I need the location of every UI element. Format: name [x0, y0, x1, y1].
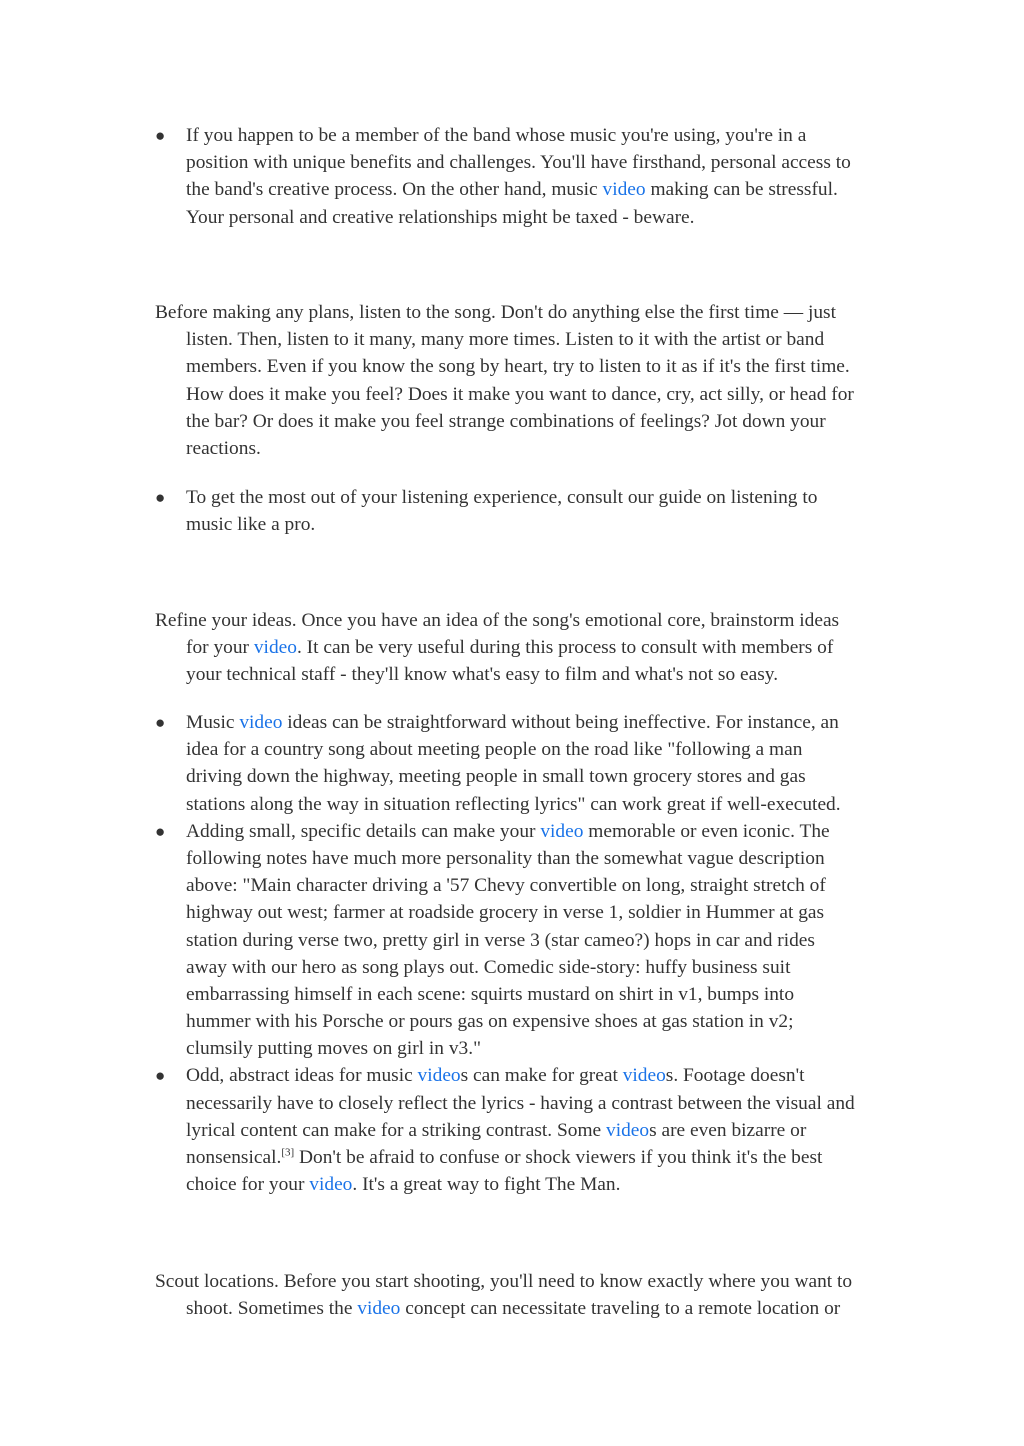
text-line: reactions. — [186, 437, 261, 459]
section-refine — [155, 607, 915, 689]
bullet-icon: ● — [155, 488, 166, 507]
text-line: To get the most out of your listening experience, consult our guide on listening to — [186, 487, 818, 508]
text-line: music like a pro. — [186, 514, 316, 536]
bullet-icon: ● — [155, 1066, 166, 1086]
bullet-icon: ● — [155, 821, 166, 841]
text-line: your technical staff - they'll know what's easy to film and what's not so easy. — [186, 664, 779, 686]
text-line: highway out west; farmer at roadside grocery in verse 1, soldier in Hummer at gas — [186, 902, 825, 924]
text-line: How does it make you feel? Does it make you want to dance, cry, act silly, or head for — [186, 383, 854, 405]
video-link[interactable]: video — [309, 1174, 353, 1196]
video-link[interactable]: video — [253, 637, 297, 659]
list-item — [155, 122, 915, 231]
text-line: above: "Main character driving a '57 Chevy convertible on long, straight stretch of — [186, 875, 826, 897]
text-line: hummer with his Porsche or pours gas on expensive shoes at gas station in v2; — [186, 1011, 794, 1033]
text-line: Music video ideas can be straightforward without being ineffective. For instance, an — [186, 712, 839, 733]
text-line: members. Even if you know the song by heart, try to listen to it as if it's the first time. — [186, 356, 850, 378]
text-line: the band's creative process. On the other hand, music video making can be stressful. — [186, 179, 838, 201]
section-scout — [155, 1268, 915, 1322]
video-link[interactable]: video — [606, 1119, 650, 1141]
video-link[interactable]: video — [602, 179, 646, 201]
video-link[interactable]: video — [357, 1298, 401, 1320]
text-line: nonsensical.[3] Don't be afraid to confuse or shock viewers if you think it's the best — [186, 1146, 823, 1168]
text-line: lyrical content can make for a striking contrast. Some videos are even bizarre or — [186, 1119, 807, 1141]
text-line: away with our hero as song plays out. Comedic side-story: huffy business suit — [186, 956, 791, 978]
text-line: Odd, abstract ideas for music videos can make for great videos. Footage doesn't — [186, 1065, 805, 1087]
text-line: Adding small, specific details can make your video memorable or even iconic. The — [186, 820, 830, 842]
text-line: stations along the way in situation reflecting lyrics" can work great if well-executed. — [186, 793, 841, 815]
text-line: idea for a country song about meeting people on the road like "following a man — [186, 739, 803, 761]
section-band-member — [155, 122, 915, 231]
text-line: driving down the highway, meeting people in small town grocery stores and gas — [186, 766, 806, 788]
step-heading: Before making any plans, listen to the song. Don't do anything else the first time — just — [155, 302, 836, 323]
video-link[interactable]: video — [622, 1065, 666, 1087]
text-line: clumsily putting moves on girl in v3." — [186, 1038, 481, 1060]
text-line: following notes have much more personality than the somewhat vague description — [186, 847, 825, 869]
text-line: Your personal and creative relationships might be taxed - beware. — [186, 206, 695, 228]
video-link[interactable]: video — [417, 1065, 461, 1087]
text-line: shoot. Sometimes the video concept can necessitate traveling to a remote location or — [186, 1298, 841, 1320]
video-link[interactable]: video — [239, 712, 283, 733]
bullet-icon: ● — [155, 713, 166, 732]
text-line: choice for your video. It's a great way to fight The Man. — [186, 1174, 621, 1196]
section-listen-tip — [155, 484, 915, 538]
step-heading: Refine your ideas. Once you have an idea of the song's emotional core, brainstorm ideas — [155, 610, 840, 631]
text-line: If you happen to be a member of the band whose music you're using, you're in a — [186, 125, 807, 146]
list-item — [155, 709, 915, 818]
text-line: for your video. It can be very useful during this process to consult with members of — [186, 637, 834, 659]
section-refine-tips — [155, 709, 915, 1198]
step-heading: Scout locations. Before you start shooting, you'll need to know exactly where you want to — [155, 1271, 853, 1292]
list-item — [155, 818, 915, 1063]
video-link[interactable]: video — [540, 820, 584, 842]
section-listen — [155, 299, 915, 462]
text-line: station during verse two, pretty girl in verse 3 (star cameo?) hops in car and rides — [186, 929, 815, 951]
text-line: embarrassing himself in each scene: squirts mustard on shirt in v1, bumps into — [186, 983, 795, 1005]
citation-link[interactable]: [3] — [281, 1146, 295, 1159]
list-item — [155, 1062, 915, 1198]
list-item — [155, 484, 915, 538]
text-line: the bar? Or does it make you feel strange combinations of feelings? Jot down your — [186, 410, 826, 432]
text-line: necessarily have to closely reflect the lyrics - having a contrast between the visual and — [186, 1092, 855, 1114]
text-line: listen. Then, listen to it many, many more times. Listen to it with the artist or band — [186, 329, 825, 351]
bullet-icon: ● — [155, 126, 166, 145]
text-line: position with unique benefits and challenges. You'll have firsthand, personal access to — [186, 152, 851, 174]
